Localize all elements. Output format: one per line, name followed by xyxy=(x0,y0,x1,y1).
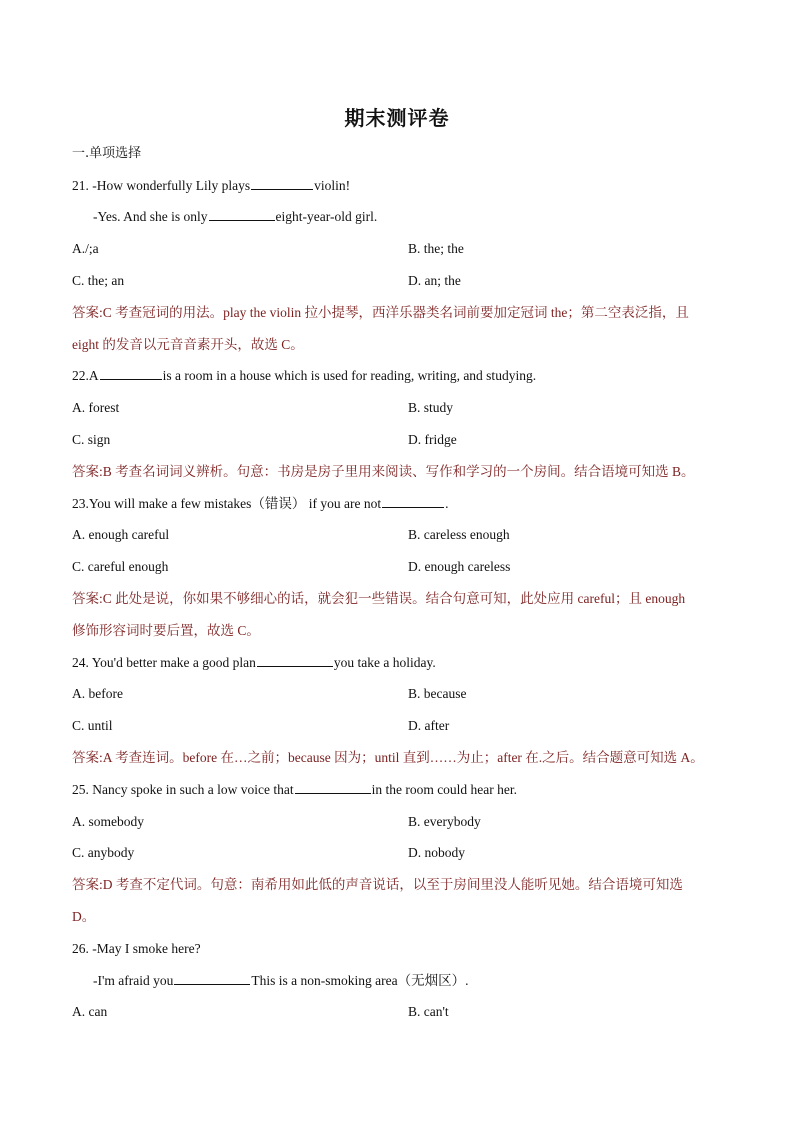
option-c: C. anybody xyxy=(72,845,135,860)
stem-text: This is a non-smoking area（无烟区）. xyxy=(251,973,469,988)
section-heading: 一.单项选择 xyxy=(72,146,142,161)
option-d: D. fridge xyxy=(408,432,457,447)
option-c: C. careful enough xyxy=(72,559,169,574)
answer-explanation: 答案:A 考查连词。before 在…之前；because 因为；until 直到……为止；after 在.之后。结合题意可知选 A。 xyxy=(72,750,704,765)
option-b: B. the; the xyxy=(408,241,464,256)
option-d: D. an; the xyxy=(408,273,461,288)
answer-blank xyxy=(382,495,444,508)
option-c: C. until xyxy=(72,718,113,733)
answer-blank xyxy=(295,781,371,794)
option-b: B. study xyxy=(408,400,454,415)
answer-blank xyxy=(174,972,250,985)
stem-text: . xyxy=(445,496,449,511)
page-title: 期末测评卷 xyxy=(344,106,450,130)
answer-explanation-cont: eight 的发音以元音音素开头，故选 C。 xyxy=(72,337,304,352)
stem-text: violin! xyxy=(314,178,351,193)
answer-explanation-cont: 修饰形容词时要后置，故选 C。 xyxy=(72,623,260,638)
stem-text: 23.You will make a few mistakes（错误） if you are not xyxy=(72,496,382,511)
question-24-stem xyxy=(72,654,436,672)
option-b: B. because xyxy=(408,686,467,701)
question-21-reply xyxy=(93,208,377,226)
answer-blank xyxy=(251,177,313,190)
option-c: C. the; an xyxy=(72,273,125,288)
stem-text: 21. -How wonderfully Lily plays xyxy=(72,178,251,193)
stem-text: is a room in a house which is used for reading, writing, and studying. xyxy=(162,368,537,383)
question-21-stem xyxy=(72,177,350,195)
option-a: A. can xyxy=(72,1004,108,1019)
option-b: B. can't xyxy=(408,1004,449,1019)
option-a: A./;a xyxy=(72,241,99,256)
option-a: A. before xyxy=(72,686,123,701)
option-c: C. sign xyxy=(72,432,111,447)
answer-explanation: 答案:D 考查不定代词。句意：南希用如此低的声音说话，以至于房间里没人能听见她。结合语境可知选 xyxy=(72,877,683,892)
answer-blank xyxy=(100,367,162,380)
question-23-stem xyxy=(72,495,448,513)
answer-blank xyxy=(257,654,333,667)
option-d: D. after xyxy=(408,718,450,733)
option-d: D. enough careless xyxy=(408,559,511,574)
stem-text: 22.A xyxy=(72,368,99,383)
answer-explanation-cont: D。 xyxy=(72,909,96,924)
option-a: A. enough careful xyxy=(72,527,170,542)
option-a: A. forest xyxy=(72,400,120,415)
stem-text: in the room could hear her. xyxy=(371,782,518,797)
stem-text: 25. Nancy spoke in such a low voice that xyxy=(72,782,294,797)
stem-text: -Yes. And she is only xyxy=(93,209,208,224)
option-b: B. careless enough xyxy=(408,527,510,542)
question-22-stem xyxy=(72,367,536,385)
option-a: A. somebody xyxy=(72,814,144,829)
stem-text: 24. You'd better make a good plan xyxy=(72,655,256,670)
question-25-stem xyxy=(72,781,517,799)
answer-explanation: 答案:C 此处是说，你如果不够细心的话，就会犯一些错误。结合句意可知，此处应用 careful；且 enough xyxy=(72,591,686,606)
answer-explanation: 答案:C 考查冠词的用法。play the violin 拉小提琴，西洋乐器类名词前要加定冠词 the；第二空表泛指，且 xyxy=(72,305,689,320)
option-b: B. everybody xyxy=(408,814,481,829)
stem-text: eight-year-old girl. xyxy=(275,209,378,224)
stem-text: -I'm afraid you xyxy=(93,973,174,988)
question-26-reply xyxy=(93,972,469,990)
stem-text: you take a holiday. xyxy=(333,655,436,670)
answer-blank xyxy=(209,208,275,221)
option-d: D. nobody xyxy=(408,845,465,860)
answer-explanation: 答案:B 考查名词词义辨析。句意：书房是房子里用来阅读、写作和学习的一个房间。结合语境可知选 B。 xyxy=(72,464,695,479)
question-26-stem: 26. -May I smoke here? xyxy=(72,941,201,956)
